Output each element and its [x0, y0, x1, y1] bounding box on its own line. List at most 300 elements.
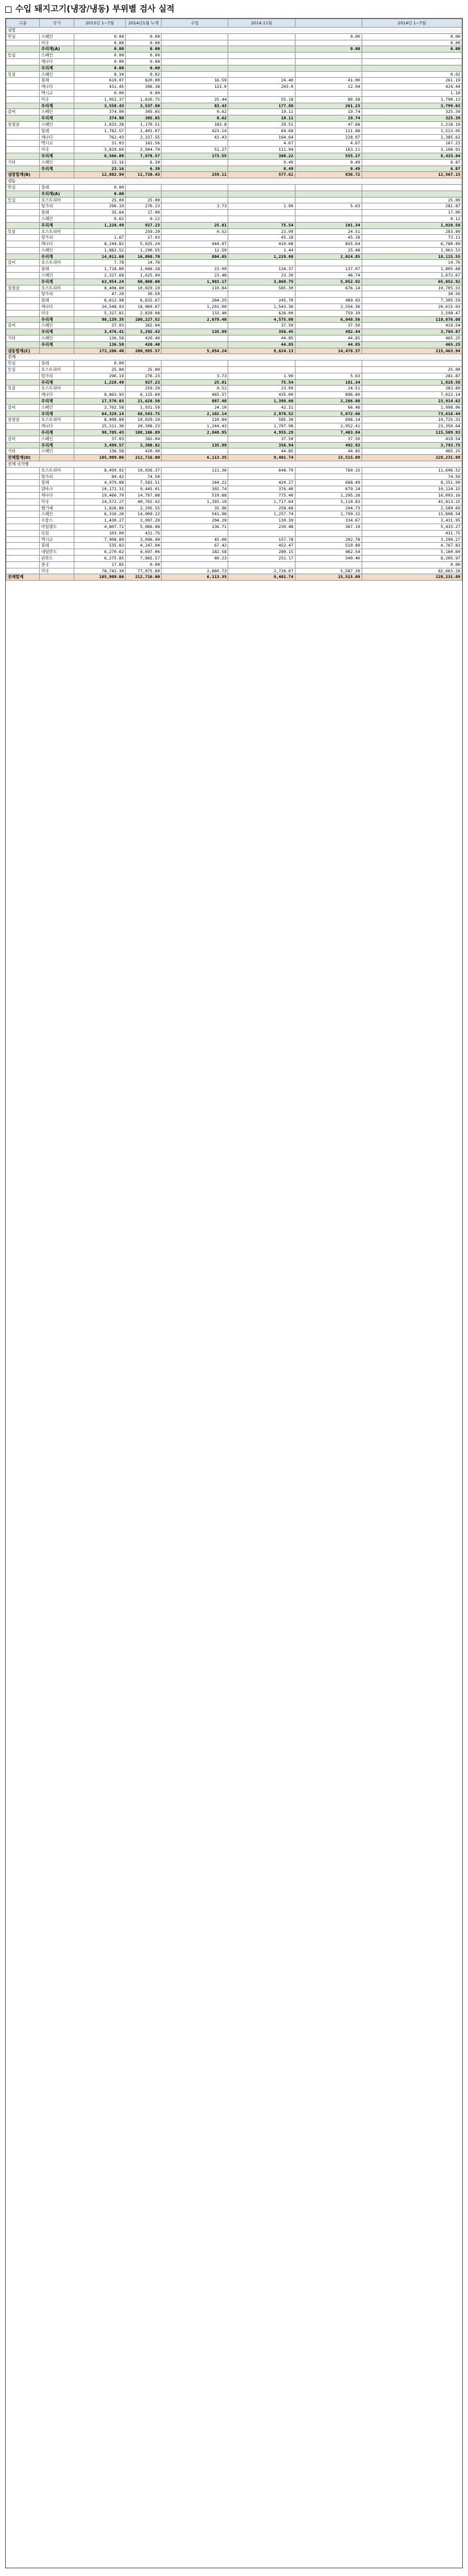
cell-country: 칠레	[40, 184, 74, 191]
cell-value: 6,812.98	[74, 298, 126, 304]
cell-value	[295, 473, 362, 480]
cell-value: 46.74	[295, 273, 362, 279]
cell-value: 1,620.75	[126, 96, 162, 103]
table-row	[6, 141, 462, 147]
table-row	[6, 568, 462, 574]
cell-value: 31.03	[74, 141, 126, 147]
cell-value: 15,515.09	[295, 574, 362, 581]
cell-value: 367.19	[295, 524, 362, 530]
cell-value: 8,863.93	[74, 392, 126, 398]
table-row	[6, 58, 462, 65]
cell-value: 47.20	[74, 291, 126, 298]
cell-value: 44.85	[295, 448, 362, 455]
cell-value: 759.39	[295, 310, 362, 316]
cell-part	[6, 530, 40, 536]
cell-value: 1,826.86	[74, 505, 126, 511]
cell-country: 스페인	[40, 404, 74, 411]
cell-value: 24,572.27	[74, 499, 126, 505]
cell-value: 65,052.92	[362, 278, 462, 285]
cell-value: 10,705.33	[362, 285, 462, 291]
cell-country: 우리계	[40, 430, 74, 436]
cell-part	[6, 147, 40, 153]
cell-part	[6, 373, 40, 379]
table-row	[6, 147, 462, 153]
cell-value: 0.00	[295, 33, 362, 40]
table-row	[6, 492, 462, 499]
cell-value: 420.40	[126, 341, 162, 348]
cell-value	[295, 530, 362, 536]
cell-value	[295, 197, 362, 203]
cell-value: 6.39	[126, 159, 162, 166]
cell-value: 21,628.50	[126, 398, 162, 405]
cell-value: 16,093.16	[362, 492, 462, 499]
header-category: 구분	[6, 19, 40, 28]
cell-value: 762.43	[74, 134, 126, 141]
cell-value: 280.15	[228, 549, 295, 556]
cell-value: 212,716.00	[126, 455, 162, 461]
cell-value: 10,936.37	[126, 467, 162, 473]
cell-part: 냉장합계(B)	[6, 172, 40, 178]
cell-value	[362, 191, 462, 197]
cell-value: 83.43	[162, 103, 228, 109]
cell-value: 98,705.43	[74, 430, 126, 436]
cell-value: 16.59	[162, 78, 228, 84]
cell-value: 12,802.94	[74, 172, 126, 178]
cell-part	[6, 473, 40, 480]
cell-value	[162, 40, 228, 46]
cell-value: 136.58	[74, 341, 126, 348]
cell-value: 244.22	[162, 480, 228, 486]
cell-value	[228, 33, 295, 40]
cell-value: 294.73	[295, 505, 362, 511]
cell-country: 칠레	[40, 361, 74, 367]
cell-value: 1,998.06	[362, 404, 462, 411]
cell-country: 칠레	[40, 266, 74, 273]
cell-value: 228,231.09	[362, 455, 462, 461]
cell-value: 25.48	[295, 247, 362, 253]
cell-value: 3.73	[162, 373, 228, 379]
cell-value: 619.07	[74, 78, 126, 84]
cell-value: 283.80	[362, 228, 462, 235]
cell-value: 67.42	[162, 543, 228, 549]
cell-value: 29.51	[228, 121, 295, 128]
table-row	[6, 574, 462, 581]
cell-country: 멕시코	[40, 90, 74, 96]
cell-value: 465.25	[362, 341, 462, 348]
table-row	[6, 473, 462, 480]
table-row	[6, 561, 462, 568]
cell-value: 679.14	[295, 486, 362, 493]
cell-value: 12,567.15	[362, 172, 462, 178]
table-row	[6, 253, 462, 260]
cell-value: 23.09	[162, 266, 228, 273]
cell-value: 276.23	[126, 203, 162, 210]
cell-value	[228, 71, 295, 78]
cell-part	[6, 235, 40, 241]
table-row	[6, 247, 462, 253]
cell-value: 431.45	[74, 84, 126, 90]
cell-value	[162, 561, 228, 568]
cell-value: 2,944.70	[126, 147, 162, 153]
cell-country: 미국	[40, 96, 74, 103]
cell-value: 185,909.06	[74, 574, 126, 581]
cell-value: 7,305.59	[362, 298, 462, 304]
cell-country	[40, 348, 74, 354]
cell-country: 칠레	[40, 128, 74, 134]
cell-value: 8,566.09	[74, 153, 126, 159]
cell-value: 0.62	[162, 115, 228, 122]
cell-value	[162, 216, 228, 222]
table-row	[6, 310, 462, 316]
cell-value: 668.49	[295, 480, 362, 486]
table-row	[6, 128, 462, 134]
cell-part	[6, 247, 40, 253]
cell-country: 칠레	[40, 543, 74, 549]
cell-country: 우리계	[40, 222, 74, 228]
cell-value: 8,205.97	[362, 555, 462, 561]
cell-value: 17,570.03	[74, 398, 126, 405]
cell-value: 7.78	[74, 260, 126, 266]
cell-value: 5,052.92	[295, 278, 362, 285]
cell-value: 40,702.42	[126, 499, 162, 505]
table-row	[6, 323, 462, 329]
cell-value: 45.00	[162, 536, 228, 543]
cell-value: 1,666.18	[126, 266, 162, 273]
table-row	[6, 172, 462, 178]
cell-value: 1,882.52	[74, 247, 126, 253]
header-country: 국가	[40, 19, 74, 28]
table-row	[6, 298, 462, 304]
cell-country: 스페인	[40, 511, 74, 518]
table-row	[6, 455, 462, 461]
cell-value	[162, 235, 228, 241]
cell-value: 382.04	[126, 436, 162, 442]
cell-value: 0.00	[126, 40, 162, 46]
cell-country: 캐나다	[40, 58, 74, 65]
cell-country: 스페인	[40, 448, 74, 455]
cell-value	[228, 291, 295, 298]
table-row	[6, 511, 462, 518]
cell-value: 2,589.69	[362, 505, 462, 511]
cell-country: 우리계(A)	[40, 46, 74, 53]
cell-value: 7,022.14	[362, 392, 462, 398]
cell-value	[228, 530, 295, 536]
cell-part: 등심	[6, 197, 40, 203]
cell-value: 424.27	[228, 480, 295, 486]
cell-value	[295, 65, 362, 71]
cell-value: 541.98	[162, 511, 228, 518]
cell-country: 스페인	[40, 33, 74, 40]
cell-country: 오스트리아	[40, 417, 74, 423]
cell-value: 1,170.51	[126, 121, 162, 128]
cell-value: 11,696.52	[362, 467, 462, 473]
cell-value: 203.0	[228, 84, 295, 90]
cell-value: 78,742.30	[74, 568, 126, 574]
cell-country: 스페인	[40, 53, 74, 59]
cell-part	[6, 115, 40, 122]
cell-value: 7,865.57	[126, 555, 162, 561]
cell-value: 6,125.60	[126, 392, 162, 398]
cell-value: 35.96	[162, 505, 228, 511]
cell-value: 45.18	[228, 235, 295, 241]
table-row	[6, 191, 462, 197]
cell-value: 24.51	[295, 386, 362, 392]
cell-value: 431.75	[126, 530, 162, 536]
table-row	[6, 266, 462, 273]
cell-value: 836.72	[295, 172, 362, 178]
cell-country: 헝가리	[40, 473, 74, 480]
cell-value: 167.23	[362, 141, 462, 147]
cell-part: 기타	[6, 336, 40, 342]
cell-country: 헝가리	[40, 203, 74, 210]
cell-part: 전체합계(D)	[6, 455, 40, 461]
cell-value: 23.99	[228, 228, 295, 235]
table-row	[6, 379, 462, 386]
table-row	[6, 134, 462, 141]
cell-country: 미국	[40, 40, 74, 46]
cell-value: 3,558.43	[74, 103, 126, 109]
cell-part	[6, 505, 40, 511]
cell-value: 0.52	[162, 228, 228, 235]
cell-country: 오스트리아	[40, 260, 74, 266]
cell-value: 23.48	[162, 273, 228, 279]
cell-value: 5,072.66	[295, 411, 362, 417]
table-row	[6, 373, 462, 379]
cell-part	[6, 191, 40, 197]
cell-value: 5,925.24	[126, 241, 162, 248]
cell-value: 431.75	[362, 530, 462, 536]
cell-part	[6, 543, 40, 549]
cell-value: 123.0	[162, 84, 228, 90]
cell-part	[6, 278, 40, 285]
table-row	[6, 96, 462, 103]
cell-country: 우리계	[40, 153, 74, 159]
cell-value: 0.52	[162, 386, 228, 392]
cell-value: 18,060.67	[126, 304, 162, 311]
cell-part	[6, 568, 40, 574]
cell-value: 585.30	[228, 285, 295, 291]
cell-value: 63,954.24	[74, 278, 126, 285]
cell-value	[162, 323, 228, 329]
cell-value: 676.14	[295, 285, 362, 291]
cell-value: 1.90	[228, 203, 295, 210]
cell-country: 핀란드	[40, 555, 74, 561]
report-title-text: 수입 돼지고기(냉장/냉동) 부위별 검사 실적	[15, 4, 175, 14]
cell-value: 43,813.25	[362, 499, 462, 505]
cell-value: 9,401.74	[228, 455, 295, 461]
cell-value	[162, 341, 228, 348]
cell-country: 스페인	[40, 247, 74, 253]
cell-value: 6,815.67	[126, 298, 162, 304]
cell-value: 281.87	[362, 203, 462, 210]
table-row	[6, 486, 462, 493]
cell-value	[295, 71, 362, 78]
cell-value: 1,513.05	[362, 128, 462, 134]
cell-value	[228, 53, 295, 59]
cell-value: 251.17	[228, 555, 295, 561]
cell-value: 3,110.83	[295, 499, 362, 505]
cell-value: 1,398.60	[228, 398, 295, 405]
cell-value	[362, 53, 462, 59]
cell-value: 10,172.31	[74, 486, 126, 493]
cell-value: 283.80	[362, 386, 462, 392]
cell-part	[6, 291, 40, 298]
cell-country: 덴마크	[40, 486, 74, 493]
cell-value	[228, 367, 295, 373]
cell-value: 6.87	[362, 166, 462, 172]
table-row	[6, 228, 462, 235]
table-row	[6, 367, 462, 373]
cell-value: 2,860.73	[162, 568, 228, 574]
table-row	[6, 467, 462, 473]
cell-value	[295, 367, 362, 373]
header-2014-cumulative: 2014년1월 누계	[126, 19, 162, 28]
table-row	[6, 273, 462, 279]
cell-value	[74, 386, 126, 392]
cell-value: 927.23	[126, 222, 162, 228]
cell-value	[162, 448, 228, 455]
cell-value	[362, 184, 462, 191]
cell-value: 37.50	[228, 436, 295, 442]
cell-value: 3,431.95	[362, 518, 462, 524]
cell-country: 칠레	[40, 298, 74, 304]
cell-value: 19.74	[295, 115, 362, 122]
cell-value: 1,799.32	[295, 511, 362, 518]
cell-country: 오스트리아	[40, 367, 74, 373]
section-category: 냉장	[6, 28, 462, 34]
cell-value: 0.02	[362, 71, 462, 78]
table-row	[6, 505, 462, 511]
table-row	[6, 53, 462, 59]
cell-value: 0.49	[228, 159, 295, 166]
cell-value: 396.38	[126, 84, 162, 90]
cell-value: 3,069.75	[228, 278, 295, 285]
cell-value: 19.11	[228, 115, 295, 122]
cell-country: 스페인	[40, 121, 74, 128]
cell-value	[162, 436, 228, 442]
cell-country: 우리계	[40, 316, 74, 323]
cell-value: 101.34	[295, 222, 362, 228]
cell-country: 벨기에	[40, 505, 74, 511]
table-row	[6, 536, 462, 543]
cell-value	[228, 90, 295, 96]
cell-value: 10,029.19	[126, 417, 162, 423]
cell-value	[295, 58, 362, 65]
table-row	[6, 555, 462, 561]
cell-value	[295, 361, 362, 367]
cell-country: 우리계	[40, 398, 74, 405]
cell-part: 기타	[6, 448, 40, 455]
cell-part	[6, 524, 40, 530]
cell-part: 삼겹살	[6, 417, 40, 423]
cell-value	[162, 58, 228, 65]
cell-value: 535.83	[74, 543, 126, 549]
cell-value: 6,848.56	[295, 316, 362, 323]
cell-value: 0.00	[126, 58, 162, 65]
cell-value	[228, 216, 295, 222]
cell-value: 20,398.23	[126, 423, 162, 430]
cell-value	[162, 530, 228, 536]
cell-part	[6, 536, 40, 543]
cell-value: 37.50	[295, 436, 362, 442]
cell-value: 23.16	[74, 159, 126, 166]
cell-value: 0.49	[295, 159, 362, 166]
cell-value: 7,908.89	[74, 536, 126, 543]
cell-value: 23.99	[228, 386, 295, 392]
cell-value: 8,408.80	[74, 285, 126, 291]
cell-value: 1,707.98	[228, 423, 295, 430]
cell-value: 43.43	[162, 134, 228, 141]
cell-part: 안심	[6, 184, 40, 191]
cell-value	[295, 260, 362, 266]
table-row	[6, 153, 462, 159]
cell-value: 6,113.35	[162, 574, 228, 581]
cell-value: 164.64	[228, 134, 295, 141]
table-row	[6, 235, 462, 241]
cell-part	[6, 46, 40, 53]
cell-value: 1,717.64	[228, 499, 295, 505]
section-header-row	[6, 354, 462, 361]
cell-part	[6, 65, 40, 71]
cell-country: 독일	[40, 530, 74, 536]
cell-value: 1,833.28	[74, 121, 126, 128]
cell-value: 17.85	[74, 561, 126, 568]
cell-value: 3,537.80	[126, 103, 162, 109]
cell-value: 462.54	[295, 549, 362, 556]
cell-value: 14,009.22	[126, 511, 162, 518]
cell-value: 37.03	[74, 323, 126, 329]
table-row	[6, 33, 462, 40]
cell-value: 410.68	[228, 241, 295, 248]
cell-part	[6, 518, 40, 524]
cell-part	[6, 316, 40, 323]
cell-value: 0.00	[74, 58, 126, 65]
cell-value: 519.89	[295, 543, 362, 549]
cell-part	[6, 134, 40, 141]
cell-value: 8,450.92	[74, 467, 126, 473]
inspection-table	[6, 19, 462, 581]
cell-value: 133.40	[162, 310, 228, 316]
cell-value	[228, 46, 295, 53]
cell-value: 0.00	[74, 184, 126, 191]
cell-value: 2,839.08	[126, 310, 162, 316]
cell-part	[6, 266, 40, 273]
cell-value: 25.00	[362, 367, 462, 373]
cell-value: 25.81	[162, 379, 228, 386]
cell-value	[228, 210, 295, 216]
cell-value: 66.48	[295, 404, 362, 411]
cell-country: 아일랜드	[40, 524, 74, 530]
cell-value: 182.58	[162, 549, 228, 556]
section-header-row	[6, 28, 462, 34]
cell-country: 우리계	[40, 379, 74, 386]
cell-value: 374.90	[74, 109, 126, 115]
table-row	[6, 398, 462, 405]
cell-value: 14,797.88	[126, 492, 162, 499]
cell-value: 37.03	[74, 436, 126, 442]
cell-value: 3,499.57	[74, 442, 126, 448]
cell-value: 1,393.19	[162, 499, 228, 505]
table-row	[6, 46, 462, 53]
cell-country: 스페인	[40, 71, 74, 78]
cell-country: 미국	[40, 499, 74, 505]
cell-value: 89.42	[74, 473, 126, 480]
table-row	[6, 304, 462, 311]
cell-value: 115,509.93	[362, 430, 462, 436]
cell-country: 프랑스	[40, 518, 74, 524]
cell-value: 8,244.82	[74, 241, 126, 248]
cell-value: 3,819.64	[74, 147, 126, 153]
